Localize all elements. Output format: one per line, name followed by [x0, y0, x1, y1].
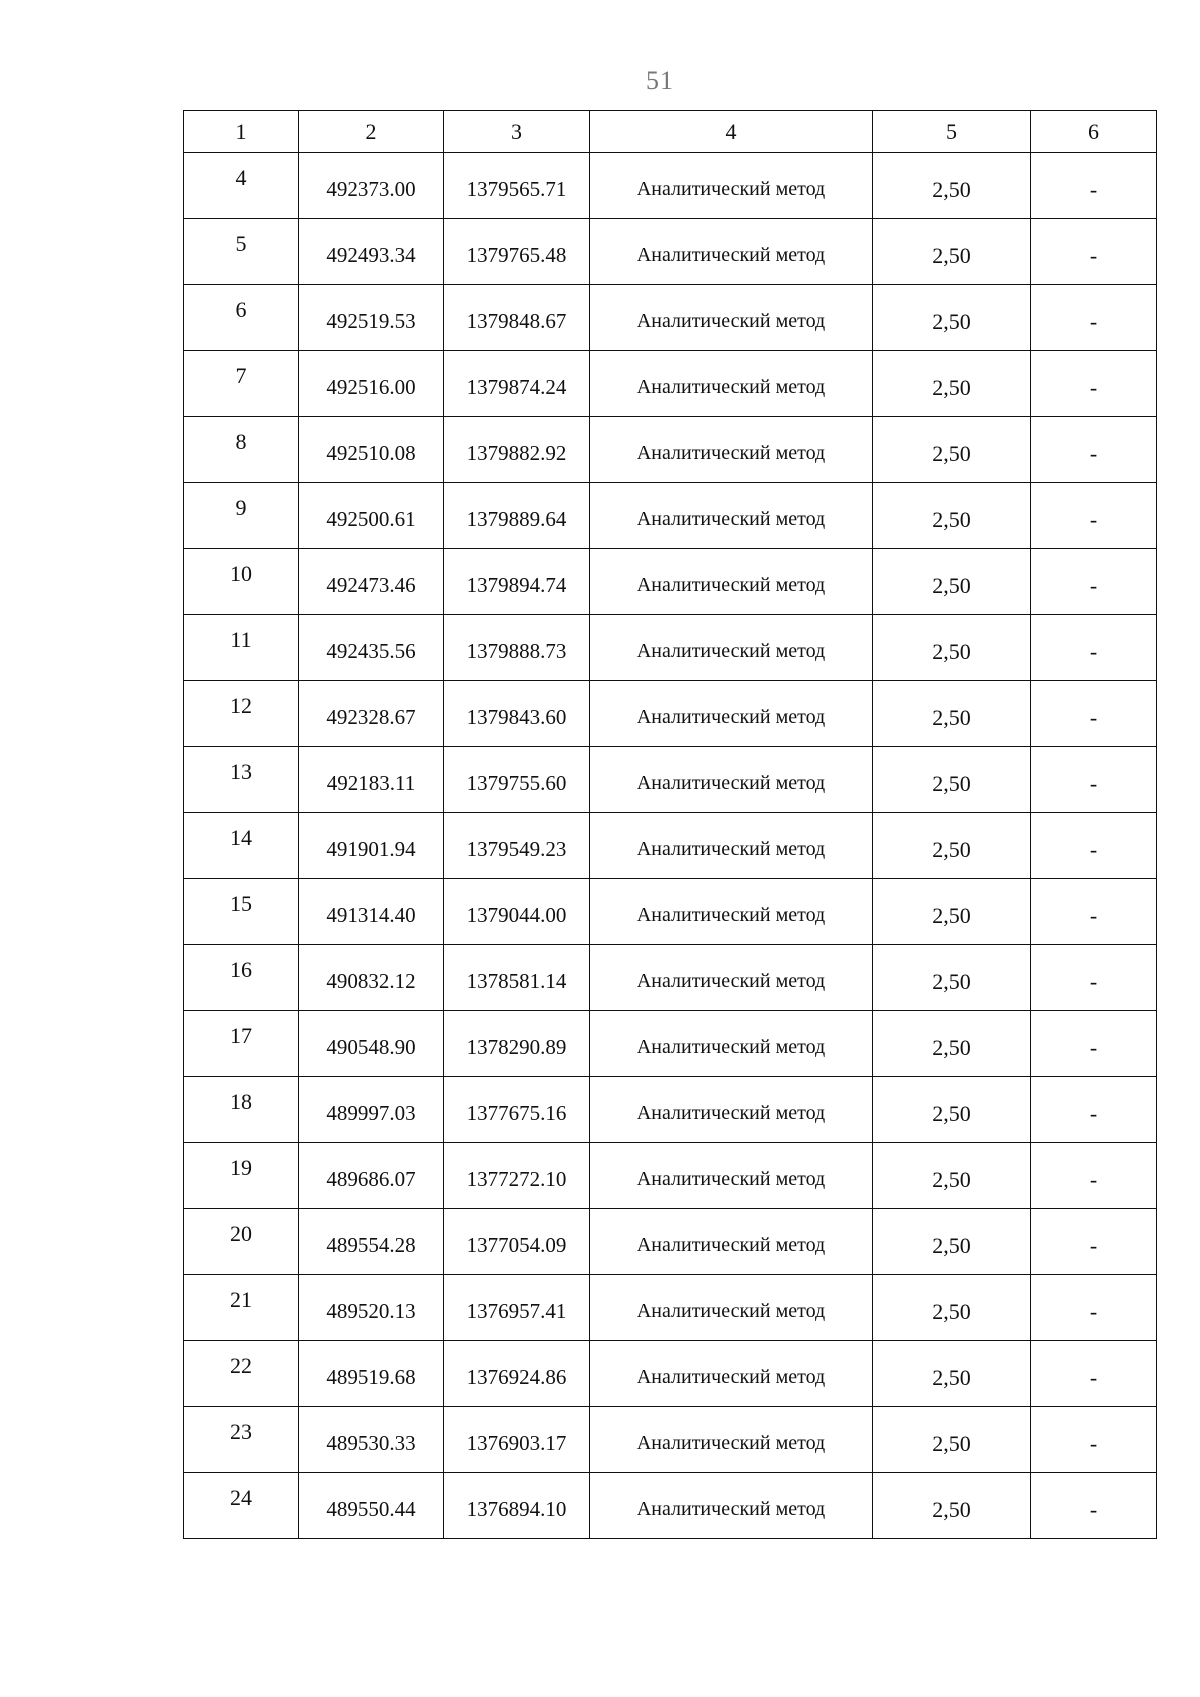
point-number-cell: 20	[184, 1209, 299, 1275]
note-cell: -	[1031, 813, 1157, 879]
header-cell: 2	[299, 111, 444, 153]
table-row	[184, 681, 1157, 747]
x-coordinate-cell: 490832.12	[299, 945, 444, 1011]
method-cell: Аналитический метод	[590, 879, 873, 945]
method-cell: Аналитический метод	[590, 285, 873, 351]
x-coordinate-cell: 489686.07	[299, 1143, 444, 1209]
note-cell: -	[1031, 945, 1157, 1011]
point-number-cell: 16	[184, 945, 299, 1011]
y-coordinate-cell: 1379888.73	[444, 615, 590, 681]
point-number-cell: 13	[184, 747, 299, 813]
accuracy-cell: 2,50	[873, 615, 1031, 681]
y-coordinate-cell: 1379044.00	[444, 879, 590, 945]
method-cell: Аналитический метод	[590, 417, 873, 483]
method-cell: Аналитический метод	[590, 1275, 873, 1341]
table-row	[184, 285, 1157, 351]
accuracy-cell: 2,50	[873, 417, 1031, 483]
point-number-cell: 17	[184, 1011, 299, 1077]
x-coordinate-cell: 492493.34	[299, 219, 444, 285]
method-cell: Аналитический метод	[590, 1011, 873, 1077]
method-cell: Аналитический метод	[590, 681, 873, 747]
y-coordinate-cell: 1379889.64	[444, 483, 590, 549]
note-cell: -	[1031, 153, 1157, 219]
point-number-cell: 21	[184, 1275, 299, 1341]
y-coordinate-cell: 1378581.14	[444, 945, 590, 1011]
y-coordinate-cell: 1379882.92	[444, 417, 590, 483]
y-coordinate-cell: 1376894.10	[444, 1473, 590, 1539]
y-coordinate-cell: 1376957.41	[444, 1275, 590, 1341]
table-row	[184, 1473, 1157, 1539]
page-number: 51	[646, 66, 674, 95]
y-coordinate-cell: 1379848.67	[444, 285, 590, 351]
method-cell: Аналитический метод	[590, 351, 873, 417]
y-coordinate-cell: 1379565.71	[444, 153, 590, 219]
method-cell: Аналитический метод	[590, 1209, 873, 1275]
table-row	[184, 615, 1157, 681]
coordinates-table	[183, 110, 1157, 1539]
accuracy-cell: 2,50	[873, 1473, 1031, 1539]
table-row	[184, 1077, 1157, 1143]
point-number-cell: 18	[184, 1077, 299, 1143]
header-cell: 4	[590, 111, 873, 153]
x-coordinate-cell: 489554.28	[299, 1209, 444, 1275]
point-number-cell: 7	[184, 351, 299, 417]
method-cell: Аналитический метод	[590, 153, 873, 219]
x-coordinate-cell: 492328.67	[299, 681, 444, 747]
method-cell: Аналитический метод	[590, 747, 873, 813]
table-row	[184, 153, 1157, 219]
x-coordinate-cell: 491314.40	[299, 879, 444, 945]
note-cell: -	[1031, 1011, 1157, 1077]
note-cell: -	[1031, 1143, 1157, 1209]
y-coordinate-cell: 1377054.09	[444, 1209, 590, 1275]
x-coordinate-cell: 492373.00	[299, 153, 444, 219]
y-coordinate-cell: 1379765.48	[444, 219, 590, 285]
x-coordinate-cell: 492519.53	[299, 285, 444, 351]
x-coordinate-cell: 489519.68	[299, 1341, 444, 1407]
note-cell: -	[1031, 1209, 1157, 1275]
method-cell: Аналитический метод	[590, 615, 873, 681]
header-cell: 6	[1031, 111, 1157, 153]
accuracy-cell: 2,50	[873, 879, 1031, 945]
accuracy-cell: 2,50	[873, 153, 1031, 219]
table-row	[184, 1275, 1157, 1341]
accuracy-cell: 2,50	[873, 1341, 1031, 1407]
note-cell: -	[1031, 285, 1157, 351]
y-coordinate-cell: 1376924.86	[444, 1341, 590, 1407]
table-row	[184, 549, 1157, 615]
point-number-cell: 12	[184, 681, 299, 747]
table-row	[184, 417, 1157, 483]
point-number-cell: 19	[184, 1143, 299, 1209]
y-coordinate-cell: 1379843.60	[444, 681, 590, 747]
method-cell: Аналитический метод	[590, 1077, 873, 1143]
accuracy-cell: 2,50	[873, 747, 1031, 813]
y-coordinate-cell: 1377272.10	[444, 1143, 590, 1209]
note-cell: -	[1031, 879, 1157, 945]
note-cell: -	[1031, 1341, 1157, 1407]
note-cell: -	[1031, 1473, 1157, 1539]
x-coordinate-cell: 489550.44	[299, 1473, 444, 1539]
x-coordinate-cell: 492500.61	[299, 483, 444, 549]
table-row	[184, 351, 1157, 417]
x-coordinate-cell: 492473.46	[299, 549, 444, 615]
table-header-row	[184, 111, 1157, 153]
y-coordinate-cell: 1376903.17	[444, 1407, 590, 1473]
accuracy-cell: 2,50	[873, 681, 1031, 747]
note-cell: -	[1031, 747, 1157, 813]
accuracy-cell: 2,50	[873, 285, 1031, 351]
table-row	[184, 1209, 1157, 1275]
note-cell: -	[1031, 681, 1157, 747]
accuracy-cell: 2,50	[873, 1143, 1031, 1209]
note-cell: -	[1031, 1275, 1157, 1341]
point-number-cell: 8	[184, 417, 299, 483]
method-cell: Аналитический метод	[590, 1407, 873, 1473]
accuracy-cell: 2,50	[873, 1209, 1031, 1275]
point-number-cell: 9	[184, 483, 299, 549]
point-number-cell: 4	[184, 153, 299, 219]
x-coordinate-cell: 491901.94	[299, 813, 444, 879]
accuracy-cell: 2,50	[873, 1011, 1031, 1077]
note-cell: -	[1031, 351, 1157, 417]
header-cell: 3	[444, 111, 590, 153]
method-cell: Аналитический метод	[590, 1473, 873, 1539]
table-body	[184, 111, 1157, 1539]
note-cell: -	[1031, 1077, 1157, 1143]
y-coordinate-cell: 1379874.24	[444, 351, 590, 417]
note-cell: -	[1031, 219, 1157, 285]
method-cell: Аналитический метод	[590, 219, 873, 285]
note-cell: -	[1031, 483, 1157, 549]
header-cell: 1	[184, 111, 299, 153]
point-number-cell: 15	[184, 879, 299, 945]
y-coordinate-cell: 1379549.23	[444, 813, 590, 879]
y-coordinate-cell: 1379755.60	[444, 747, 590, 813]
point-number-cell: 10	[184, 549, 299, 615]
point-number-cell: 11	[184, 615, 299, 681]
x-coordinate-cell: 489997.03	[299, 1077, 444, 1143]
note-cell: -	[1031, 1407, 1157, 1473]
point-number-cell: 24	[184, 1473, 299, 1539]
point-number-cell: 22	[184, 1341, 299, 1407]
header-cell: 5	[873, 111, 1031, 153]
y-coordinate-cell: 1379894.74	[444, 549, 590, 615]
accuracy-cell: 2,50	[873, 351, 1031, 417]
accuracy-cell: 2,50	[873, 483, 1031, 549]
table-row	[184, 747, 1157, 813]
x-coordinate-cell: 489520.13	[299, 1275, 444, 1341]
method-cell: Аналитический метод	[590, 813, 873, 879]
method-cell: Аналитический метод	[590, 1341, 873, 1407]
x-coordinate-cell: 490548.90	[299, 1011, 444, 1077]
table-row	[184, 945, 1157, 1011]
y-coordinate-cell: 1378290.89	[444, 1011, 590, 1077]
accuracy-cell: 2,50	[873, 1275, 1031, 1341]
note-cell: -	[1031, 615, 1157, 681]
method-cell: Аналитический метод	[590, 1143, 873, 1209]
point-number-cell: 23	[184, 1407, 299, 1473]
y-coordinate-cell: 1377675.16	[444, 1077, 590, 1143]
point-number-cell: 5	[184, 219, 299, 285]
table-row	[184, 813, 1157, 879]
point-number-cell: 6	[184, 285, 299, 351]
note-cell: -	[1031, 417, 1157, 483]
x-coordinate-cell: 492435.56	[299, 615, 444, 681]
x-coordinate-cell: 492510.08	[299, 417, 444, 483]
x-coordinate-cell: 492516.00	[299, 351, 444, 417]
accuracy-cell: 2,50	[873, 549, 1031, 615]
table-row	[184, 1143, 1157, 1209]
accuracy-cell: 2,50	[873, 813, 1031, 879]
table-row	[184, 219, 1157, 285]
table-row	[184, 1407, 1157, 1473]
x-coordinate-cell: 489530.33	[299, 1407, 444, 1473]
accuracy-cell: 2,50	[873, 1077, 1031, 1143]
method-cell: Аналитический метод	[590, 549, 873, 615]
table-row	[184, 879, 1157, 945]
table-row	[184, 483, 1157, 549]
table-row	[184, 1011, 1157, 1077]
method-cell: Аналитический метод	[590, 483, 873, 549]
note-cell: -	[1031, 549, 1157, 615]
accuracy-cell: 2,50	[873, 1407, 1031, 1473]
point-number-cell: 14	[184, 813, 299, 879]
method-cell: Аналитический метод	[590, 945, 873, 1011]
x-coordinate-cell: 492183.11	[299, 747, 444, 813]
accuracy-cell: 2,50	[873, 945, 1031, 1011]
table-row	[184, 1341, 1157, 1407]
accuracy-cell: 2,50	[873, 219, 1031, 285]
